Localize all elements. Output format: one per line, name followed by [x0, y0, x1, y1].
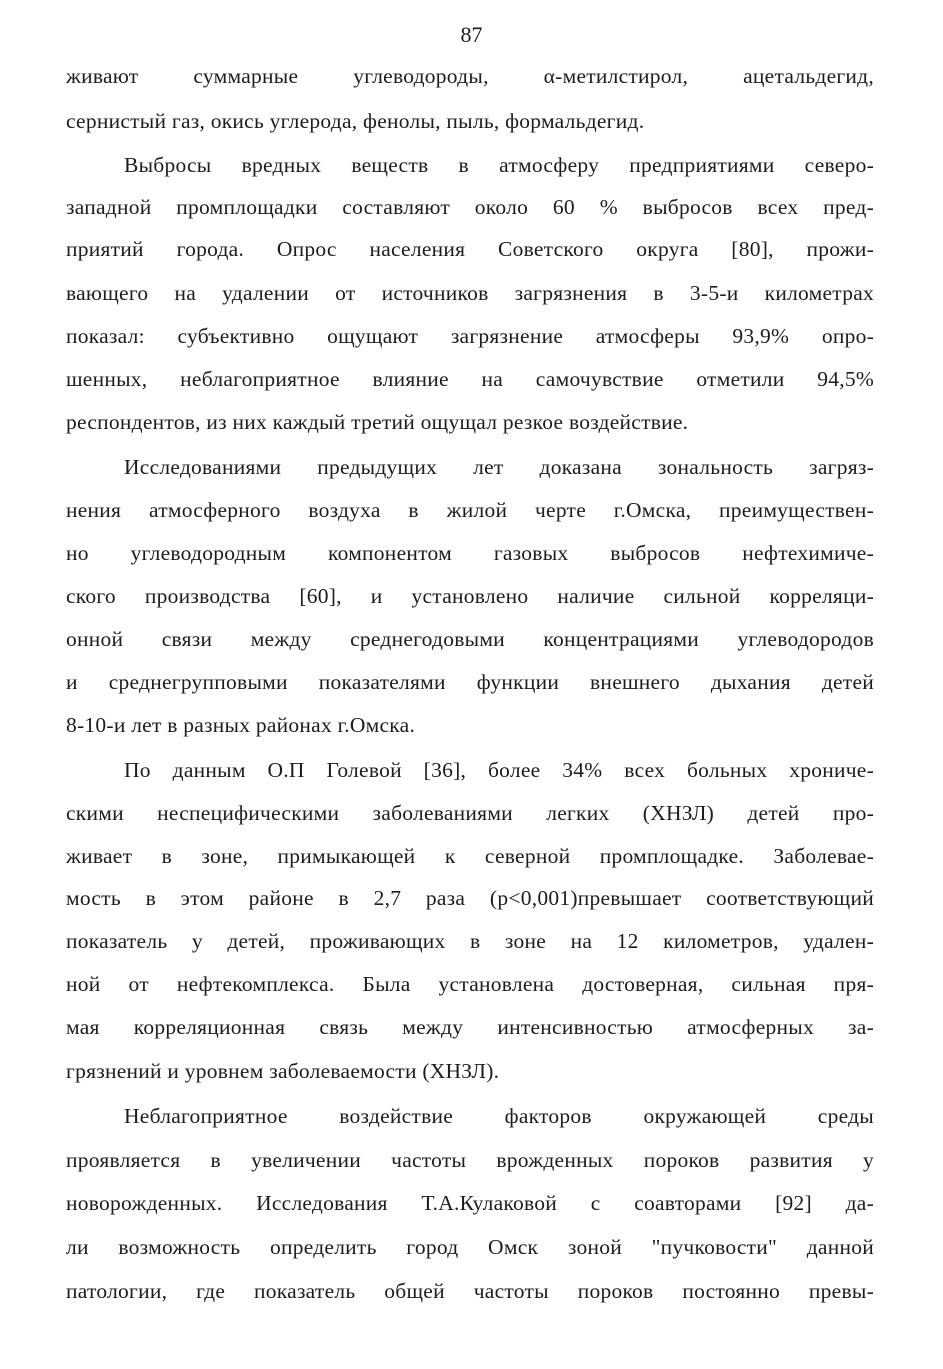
text-line: новорожденных. Исследования Т.А.Кулаковой с соавторами [92] да-	[66, 1191, 874, 1215]
text-line: патологии, где показатель общей частоты пороков постоянно превы-	[66, 1279, 874, 1303]
text-line: ского производства [60], и установлено наличие сильной корреляци-	[66, 584, 874, 608]
text-line: респондентов, из них каждый третий ощущал резкое воздействие.	[66, 410, 689, 434]
text-line: западной промплощадки составляют около 60 % выбросов всех пред-	[66, 195, 874, 219]
text-line: приятий города. Опрос населения Советского округа [80], прожи-	[66, 237, 874, 261]
text-line: мость в этом районе в 2,7 раза (р<0,001)превышает соответствующий	[66, 886, 874, 910]
text-line: мая корреляционная связь между интенсивностью атмосферных за-	[66, 1015, 874, 1039]
text-line: ной от нефтекомплекса. Была установлена достоверная, сильная пря-	[66, 972, 874, 996]
text-line: нения атмосферного воздуха в жилой черте г.Омска, преимуществен-	[66, 498, 874, 522]
text-line: и среднегрупповыми показателями функции внешнего дыхания детей	[66, 670, 874, 694]
text-line: показал: субъективно ощущают загрязнение атмосферы 93,9% опро-	[66, 324, 874, 348]
text-line: шенных, неблагоприятное влияние на самочувствие отметили 94,5%	[66, 367, 874, 391]
text-line: но углеводородным компонентом газовых выбросов нефтехимиче-	[66, 541, 874, 565]
text-line: По данным О.П Голевой [36], более 34% всех больных хрониче-	[124, 758, 874, 782]
text-line: вающего на удалении от источников загрязнения в 3-5-и километрах	[66, 281, 874, 305]
text-line: 8-10-и лет в разных районах г.Омска.	[66, 713, 416, 737]
text-line: онной связи между среднегодовыми концентрациями углеводородов	[66, 627, 874, 651]
text-line: Исследованиями предыдущих лет доказана зональность загряз-	[124, 455, 874, 479]
text-line: Выбросы вредных веществ в атмосферу предприятиями северо-	[124, 153, 874, 177]
text-line: грязнений и уровнем заболеваемости (ХНЗЛ).	[66, 1059, 500, 1083]
page-number: 87	[460, 22, 483, 47]
text-line: проявляется в увеличении частоты врожденных пороков развития у	[66, 1148, 874, 1172]
text-line: живает в зоне, примыкающей к северной промплощадке. Заболевае-	[66, 844, 874, 868]
text-line: живают суммарные углеводороды, α-метилстирол, ацетальдегид,	[66, 64, 874, 88]
text-line: ли возможность определить город Омск зоной "пучковости" данной	[66, 1235, 874, 1259]
text-line: показатель у детей, проживающих в зоне на 12 километров, удален-	[66, 929, 874, 953]
text-line: скими неспецифическими заболеваниями легких (ХНЗЛ) детей про-	[66, 801, 874, 825]
text-line: сернистый газ, окись углерода, фенолы, пыль, формальдегид.	[66, 109, 645, 133]
text-line: Неблагоприятное воздействие факторов окружающей среды	[124, 1104, 874, 1128]
